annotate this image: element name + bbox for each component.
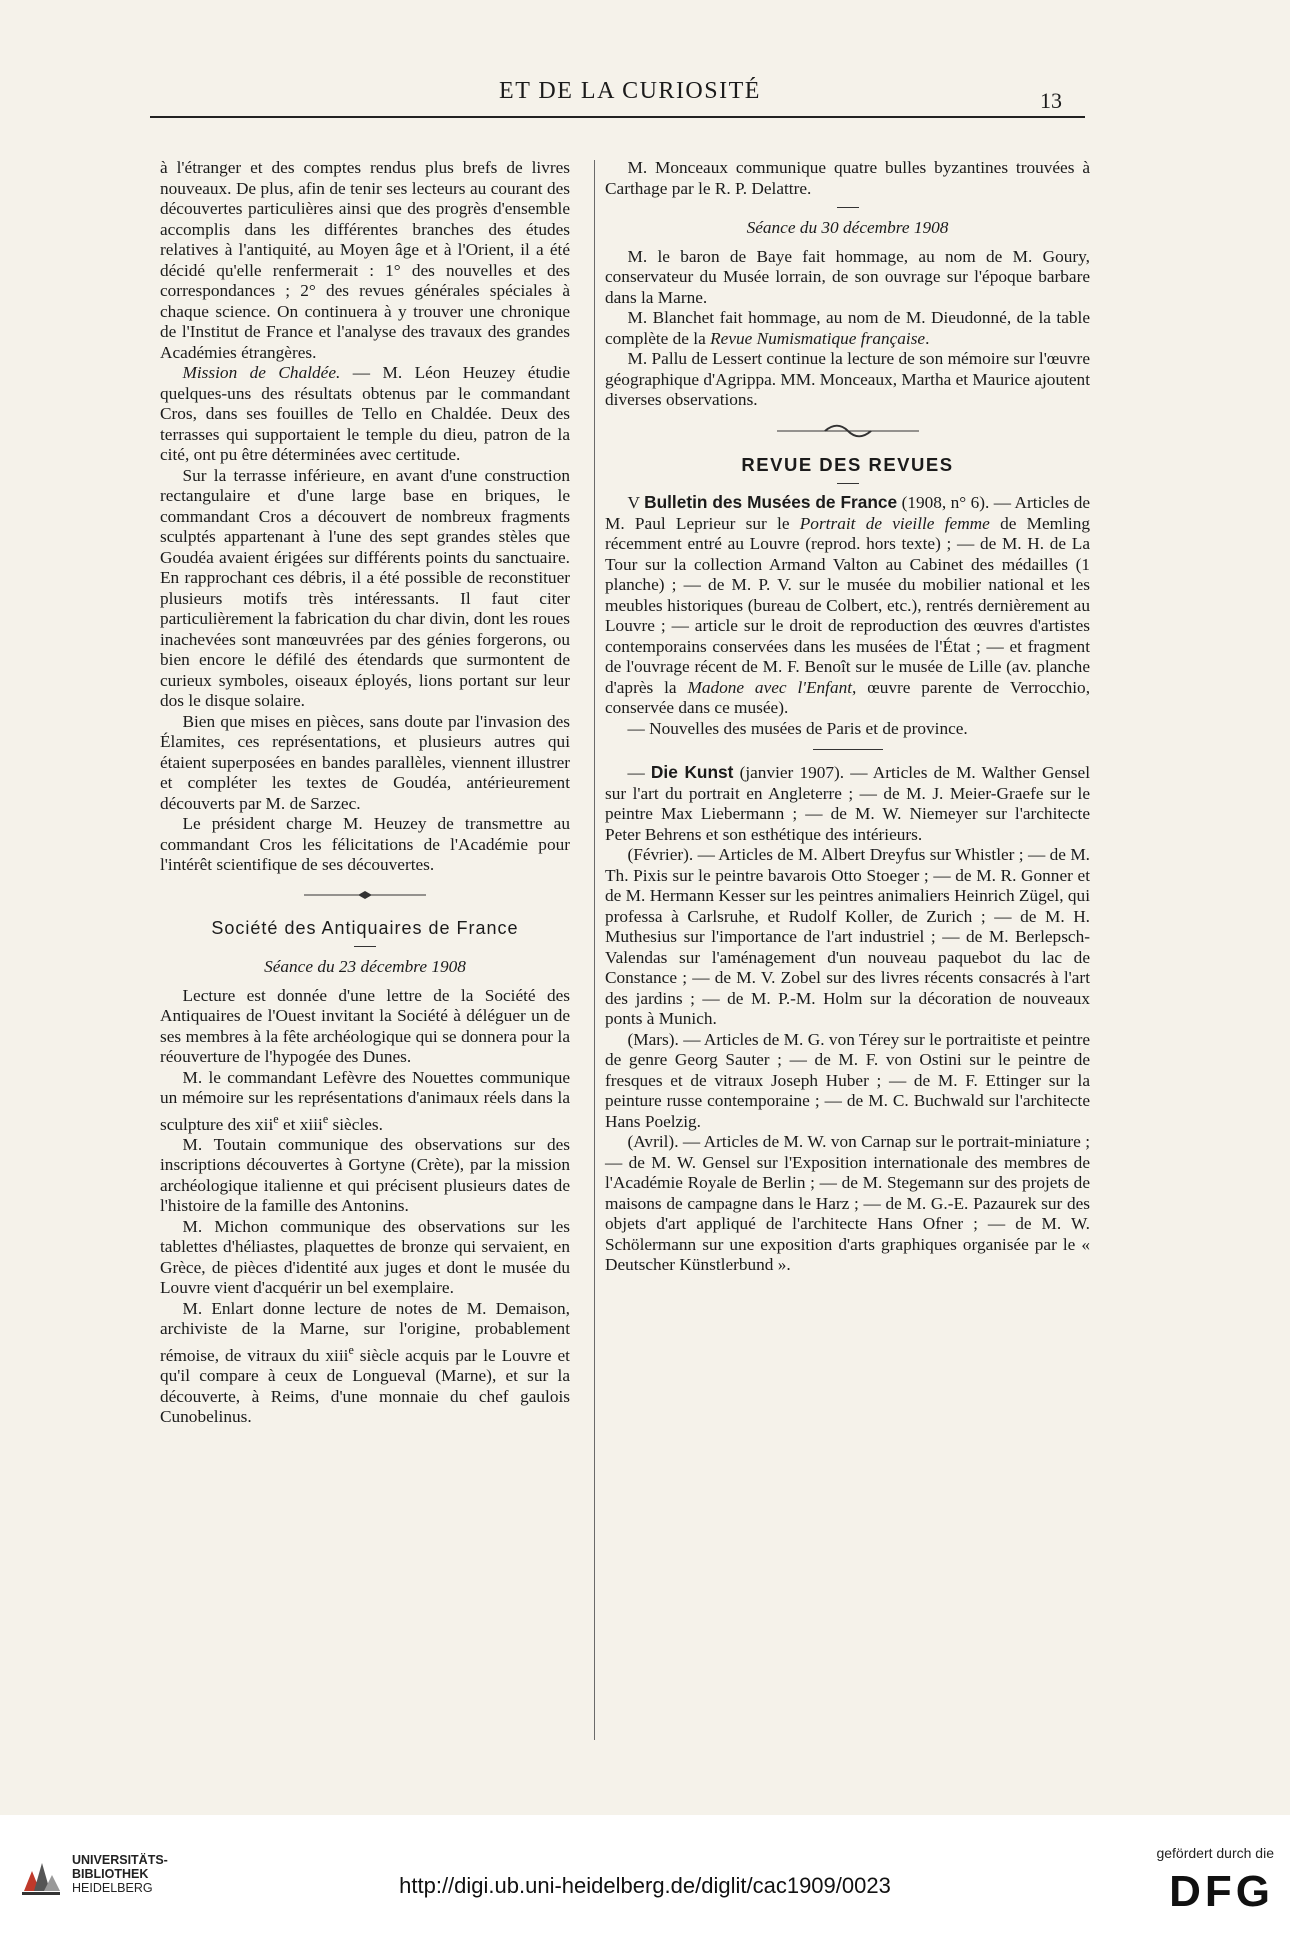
paragraph: (Février). — Articles de M. Albert Dreyfus sur Whistler ; — de M. Th. Pixis sur le peintre bavarois Otto Stoeger ; — de M. R. Gonner et de M. Hermann Kesser sur les peintres animaliers Heinrich Zügel, qui professa à Carlsruhe, et Rudolf Koller, de Zurich ; — de M. H. Muthesius sur l'importance de l'art industriel ; — de M. Berlepsch-Valendas sur l'aménagement d'un nouveau paquebot du lac de Constance ; — de M. V. Zobel sur des livres récents consacrés à l'art des jardins ; — de M. P.-M. Holm sur la décoration de nouveaux ponts à Munich. — [605, 845, 1090, 1028]
paragraph: M. Pallu de Lessert continue la lecture de son mémoire sur l'œuvre géographique d'Agrippa. MM. Monceaux, Martha et Maurice ajoutent diverses observations. — [605, 349, 1090, 409]
paragraph: M. Michon communique des observations sur les tablettes d'héliastes, plaquettes de bronze qui servaient, en Grèce, de pièces d'identité aux juges et dont le musée du Louvre vient d'acquérir un bel exemplaire. — [160, 1216, 570, 1298]
column-divider — [594, 160, 595, 1740]
paragraph: (Mars). — Articles de M. G. von Térey sur le portraitiste et peintre de genre Georg Sauter ; — de M. F. von Ostini sur le peintre de fresques et de vitraux Joseph Huber ; — de M. F. Ettinger sur la peinture russe contemporaine ; — de M. C. Buchwald sur l'architecte Hans Poelzig. — [605, 1029, 1090, 1131]
paragraph: M. Blanchet fait hommage, au nom de M. Dieudonné, de la table complète de la Revue Numismatique française. — [605, 308, 1090, 348]
funded-by-label: gefördert durch die — [1156, 1845, 1274, 1861]
short-dash — [837, 207, 859, 208]
paragraph: — Nouvelles des musées de Paris et de province. — [627, 718, 968, 738]
journal-title: Die Kunst — [650, 762, 734, 782]
seance-date: Séance du 30 décembre 1908 — [746, 218, 949, 237]
section-title-antiquaires: Société des Antiquaires de France — [211, 917, 519, 938]
right-column — [605, 158, 1090, 1276]
paragraph: M. Toutain communique des observations sur des inscriptions découvertes à Gortyne (Crète), par la mission archéologique italienne et qui précisent plusieurs dates de l'histoire de la famille des Antonins. — [160, 1134, 570, 1216]
mission-heading: Mission de Chaldée. — [182, 363, 341, 382]
review-entry: — Die Kunst (janvier 1907). — Articles de M. Walther Gensel sur l'art du portrait en Angleterre ; — de M. J. Meier-Graefe sur le peintre Max Liebermann ; — de M. W. Niemeyer sur l'architecte Peter Behrens et son esthétique des intérieurs. — [605, 762, 1090, 844]
section-title-revue: REVUE DES REVUES — [741, 453, 954, 475]
paragraph: M. le baron de Baye fait hommage, au nom de M. Goury, conservateur du Musée lorrain, de son ouvrage sur l'époque barbare dans la Marne. — [605, 246, 1090, 307]
digitization-footer — [0, 1815, 1290, 1940]
header-rule — [150, 116, 1085, 118]
paragraph-mission: Mission de Chaldée. — M. Léon Heuzey étudie quelques-uns des résultats obtenus par le commandant Cros, dans ses fouilles de Tello en Chaldée. Deux des terrasses qui supportaient le temple du dieu, patron de la cité, ont pu être déterminées avec certitude. — [160, 363, 571, 464]
paragraph: Sur la terrasse inférieure, en avant d'une construction rectangulaire et d'une large base en briques, le commandant Cros a découvert de nombreux fragments sculptés appartenant à l'une des sept grandes stèles que Goudéa avaient érigées sur différents points du sanctuaire. En rapprochant ces débris, il a été possible de reconstituer plusieurs motifs très intéressants. Il faut citer particulièrement la fabrication du char divin, dont les roues inachevées sont manœuvrées par des génies forgerons, ou bien encore le défilé des étendards que surmontent de curieux symboles, oiseaux éployés, lions portant sur leur dos le disque solaire. — [160, 465, 570, 710]
review-entry: V Bulletin des Musées de France (1908, n° 6). — Articles de M. Paul Leprieur sur le Portrait de vieille femme de Memling récemment entré au Louvre (reprod. hors texte) ; — de M. H. de La Tour sur la collection Armand Valton au Cabinet des médailles (1 planche) ; — de M. P. V. sur le musée du mobilier national et les meubles historiques (bureau de Colbert, etc.), rentrés dernièrement au Louvre ; — article sur le droit de reproduction des œuvres d'artistes contemporains conservées dans les musées de l'État ; — et fragment de l'ouvrage récent de M. F. Benoît sur le musée de Lille (av. planche d'après la Madone avec l'Enfant, œuvre parente de Verrocchio, conservée dans ce musée). — [605, 492, 1091, 717]
source-url[interactable]: http://digi.ub.uni-heidelberg.de/diglit/cac1909/0023 — [399, 1873, 891, 1898]
paragraph: (Avril). — Articles de M. W. von Carnap sur le portrait-miniature ; — de M. W. Gensel sur l'Exposition internationale des membres de l'Académie Royale de Berlin ; — de M. Stegemann sur des projets de maisons de campagne dans le Harz ; — de M. G.-E. Pazaurek sur des objets d'art appliqué de l'architecte Hans Ofner ; — de M. W. Schölermann sur une exposition d'arts graphiques organisée par le « Deutscher Künstlerbund ». — [605, 1132, 1090, 1274]
short-dash — [837, 483, 859, 484]
paragraph: M. Enlart donne lecture de notes de M. Demaison, archiviste de la Marne, sur l'origine, probablement rémoise, de vitraux du xiii$^e$ siècle acquis par le Louvre et qu'il compare à ceux de Longueval (Marne), et sur la découverte, à Reims, d'une monnaie du chef gaulois Cunobelinus. — [160, 1298, 570, 1427]
paragraph: à l'étranger et des comptes rendus plus brefs de livres nouveaux. De plus, afin de tenir ses lecteurs au courant des découvertes particulières ainsi que des progrès d'ensemble accomplis dans les différentes branches des études relatives à l'antiquité, au Moyen âge et à l'Orient, il a été décidé qu'elle renfermerait : 1° des nouvelles et des correspondances ; 2° des revues générales spéciales à chaque science. On continuera à y trouver une chronique de l'Institut de France et l'analyse des travaux des grandes Académies étrangères. — [160, 158, 570, 362]
page-number: 13 — [1040, 88, 1062, 113]
university-name: UNIVERSITÄTS- BIBLIOTHEK HEIDELBERG — [72, 1853, 168, 1895]
paragraph: M. Monceaux communique quatre bulles byzantines trouvées à Carthage par le R. P. Delattre. — [605, 158, 1090, 198]
journal-title: Bulletin des Musées de France — [644, 492, 898, 512]
paragraph: Lecture est donnée d'une lettre de la Société des Antiquaires de l'Ouest invitant la Société à déléguer un de ses membres à la fête archéologique qui se donnera pour la réouverture de l'hypogée des Dunes. — [160, 985, 570, 1066]
short-dash — [354, 946, 376, 947]
paragraph: M. le commandant Lefèvre des Nouettes communique un mémoire sur les représentations d'animaux réels dans la sculpture des xii$^e$ et xiii$^e$ siècles. — [160, 1067, 570, 1134]
left-column — [160, 158, 570, 1428]
dfg-logo: DFG — [1169, 1867, 1274, 1916]
ornament-divider — [300, 888, 430, 902]
paragraph: Le président charge M. Heuzey de transmettre au commandant Cros les félicitations de l'Académie pour l'intérêt scientifique de ses découvertes. — [160, 814, 570, 874]
paragraph: Bien que mises en pièces, sans doute par l'invasion des Élamites, ces représentations, et plusieurs autres qui étaient superposées en bandes parallèles, viennent illustrer et compléter les textes de Goudéa, antérieurement découverts par M. de Sarzec. — [160, 711, 570, 813]
seance-date: Séance du 23 décembre 1908 — [264, 957, 466, 976]
short-rule — [813, 749, 883, 750]
running-head: ET DE LA CURIOSITÉ — [499, 78, 761, 104]
ornament-divider — [773, 423, 923, 439]
